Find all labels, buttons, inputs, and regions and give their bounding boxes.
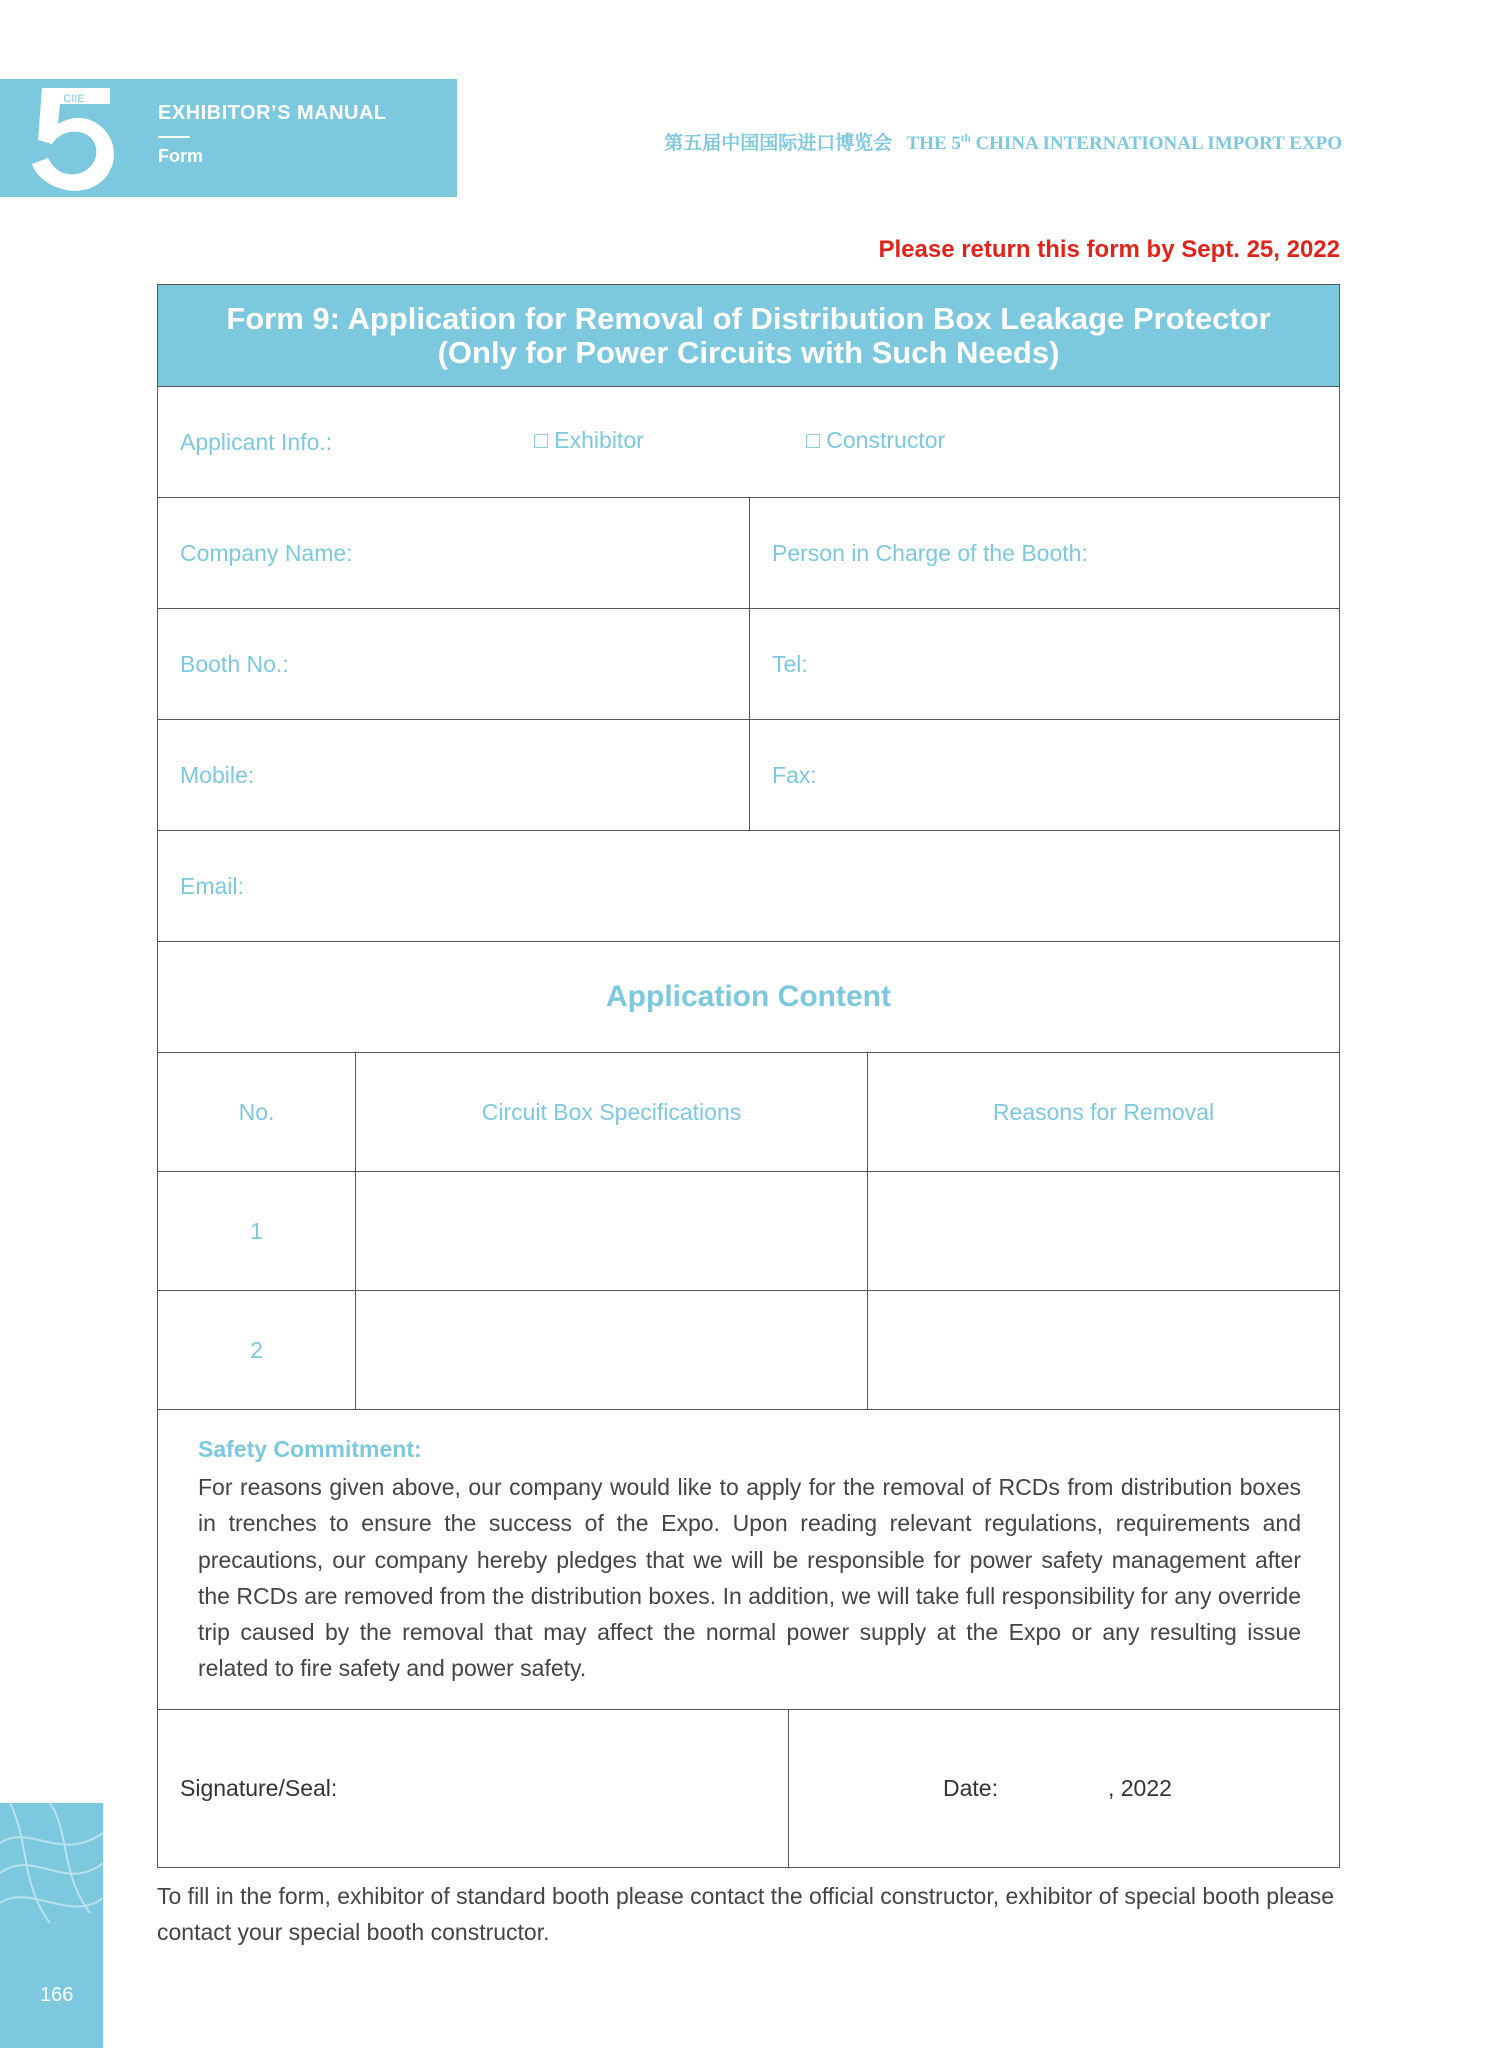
reason-input[interactable] bbox=[867, 1172, 1339, 1290]
manual-title: EXHIBITOR’S MANUAL bbox=[158, 102, 387, 124]
expo-name-en-sup: th bbox=[960, 132, 971, 145]
column-header-reason: Reasons for Removal bbox=[867, 1053, 1339, 1171]
signature-row bbox=[158, 1710, 1339, 1868]
application-content-title: Application Content bbox=[158, 942, 1339, 1053]
company-row bbox=[158, 498, 1339, 609]
email-field[interactable]: Email: bbox=[180, 872, 244, 899]
signature-seal-field[interactable] bbox=[158, 1710, 788, 1867]
spec-input[interactable] bbox=[355, 1172, 867, 1290]
manual-subtitle: Form bbox=[158, 146, 203, 166]
row-number: 1 bbox=[250, 1217, 263, 1244]
fax-field[interactable]: Fax: bbox=[749, 720, 1339, 830]
column-header-spec: Circuit Box Specifications bbox=[355, 1053, 867, 1171]
form-title bbox=[158, 285, 1339, 387]
company-name-field[interactable]: Company Name: bbox=[180, 539, 353, 566]
form-title-line1: Form 9: Application for Removal of Distribution Box Leakage Protector bbox=[226, 301, 1271, 336]
applicant-info-label: Applicant Info.: bbox=[180, 428, 333, 455]
mobile-row bbox=[158, 720, 1339, 831]
tel-field[interactable]: Tel: bbox=[749, 609, 1339, 719]
reason-input[interactable] bbox=[867, 1291, 1339, 1409]
table-row bbox=[158, 1172, 1339, 1291]
applicant-info-row bbox=[158, 387, 1339, 498]
date-year: , 2022 bbox=[1107, 1775, 1172, 1801]
safety-commitment bbox=[158, 1410, 1339, 1710]
column-header-no: No. bbox=[238, 1098, 275, 1125]
date-label: Date: bbox=[943, 1775, 998, 1801]
ciie-5-logo-icon bbox=[28, 84, 120, 194]
footnote: To fill in the form, exhibitor of standard booth please contact the official constructor, exhibitor of special booth please contact your special booth constructor. bbox=[157, 1883, 1335, 1945]
signature-label: Signature/Seal: bbox=[180, 1775, 338, 1801]
page-number: 166 bbox=[40, 1984, 74, 2006]
svg-text:CIIE: CIIE bbox=[63, 93, 85, 105]
booth-no-field[interactable]: Booth No.: bbox=[180, 650, 289, 677]
booth-row bbox=[158, 609, 1339, 720]
safety-commitment-title: Safety Commitment: bbox=[198, 1436, 422, 1462]
wave-pattern-icon bbox=[0, 1803, 103, 2048]
form-title-line2: (Only for Power Circuits with Such Needs) bbox=[437, 335, 1060, 370]
person-in-charge-field[interactable]: Person in Charge of the Booth: bbox=[749, 498, 1339, 608]
table-row bbox=[158, 1291, 1339, 1410]
return-deadline: Please return this form by Sept. 25, 2022 bbox=[878, 236, 1340, 263]
expo-name-en-prefix: THE 5 bbox=[906, 133, 961, 154]
decorative-pattern bbox=[0, 1803, 103, 2048]
expo-name-cn: 第五届中国国际进口博览会 bbox=[664, 133, 893, 154]
application-form bbox=[157, 284, 1340, 1868]
mobile-field[interactable]: Mobile: bbox=[180, 761, 255, 788]
email-row bbox=[158, 831, 1339, 942]
date-field[interactable] bbox=[788, 1710, 1339, 1867]
expo-name-en-suffix: CHINA INTERNATIONAL IMPORT EXPO bbox=[970, 133, 1342, 154]
row-number: 2 bbox=[250, 1336, 263, 1363]
constructor-checkbox[interactable]: □ Constructor bbox=[806, 427, 946, 453]
manual-divider bbox=[158, 136, 190, 138]
table-header-row bbox=[158, 1053, 1339, 1172]
spec-input[interactable] bbox=[355, 1291, 867, 1409]
expo-banner bbox=[664, 128, 1342, 155]
exhibitor-checkbox[interactable]: □ Exhibitor bbox=[534, 427, 644, 453]
safety-commitment-text: For reasons given above, our company would like to apply for the removal of RCDs from distribution boxes in trenches to ensure the success of the Expo. Upon reading relevant regulations, requirements and precautions, our company hereby pledges that we will be responsible for power safety management after the RCDs are removed from the distribution boxes. In addition, we will take full responsibility for any override trip caused by the removal that may affect the normal power supply at the Expo or any resulting issue related to fire safety and power safety. bbox=[198, 1474, 1301, 1682]
